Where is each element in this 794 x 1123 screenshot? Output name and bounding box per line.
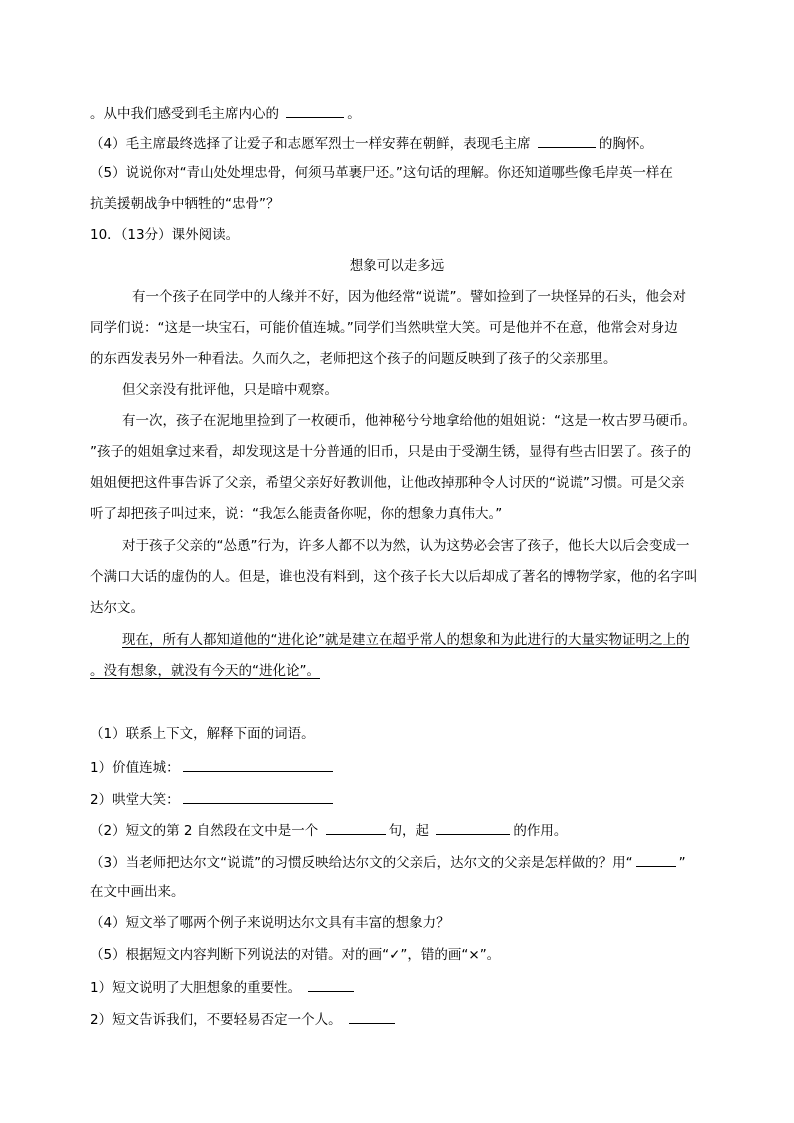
q10-1-2 [90,789,719,807]
text: 句，起 [388,823,430,839]
passage-p3: 有一次，孩子在泥地里捡到了一枚硬币，他神秘兮兮地拿给他的姐姐说：“这是一枚古罗马硬币。 [122,413,696,429]
q9-continuation-line [90,103,719,121]
answer-blank[interactable] [183,789,333,804]
answer-blank[interactable] [349,1009,395,1024]
passage-p4: 达尔文。 [90,600,144,616]
text: ” [678,855,686,871]
passage-p1: 同学们说：“这是一块宝石，可能价值连城。”同学们当然哄堂大笑。可是他并不在意，他常会对身边 [90,320,678,336]
q10-header: 10．（13分）课外阅读。 [90,227,240,243]
text: （3）当老师把达尔文“说谎”的习惯反映给达尔文的父亲后，达尔文的父亲是怎样做的？用“ [90,855,633,871]
text: 1）短文说明了大胆想象的重要性。 [90,980,302,996]
q10-1-1 [90,757,719,775]
q10-5-2 [90,1009,719,1027]
answer-blank[interactable] [286,103,344,118]
q10-5-1 [90,977,719,995]
passage-p5-underlined: 。没有想象，就没有今天的“进化论”。 [90,663,320,679]
text: （4）毛主席最终选择了让爱子和志愿军烈士一样安葬在朝鲜，表现毛主席 [90,136,531,152]
q10-5: （5）根据短文内容判断下列说法的对错。对的画“✓”，错的画“×”。 [90,947,501,963]
passage-p5-underlined: 现在，所有人都知道他的“进化论”就是建立在超乎常人的想象和为此进行的大量实物证明之上的 [122,632,690,648]
text: 2）短文告诉我们，不要轻易否定一个人。 [90,1012,342,1028]
passage-p4: 对于孩子父亲的“怂恿”行为，许多人都不以为然，认为这势必会害了孩子，他长大以后会变成一 [122,538,690,554]
passage-p4: 个满口大话的虚伪的人。但是，谁也没有料到，这个孩子长大以后却成了著名的博物学家，他的名字叫 [90,569,698,585]
q10-2 [90,820,719,838]
answer-blank[interactable] [636,852,676,867]
text: 1）价值连城： [90,760,180,776]
passage-p3: 听了却把孩子叫过来，说：“我怎么能责备你呢，你的想象力真伟大。” [90,506,503,522]
passage-p1: 的东西发表另外一种看法。久而久之，老师把这个孩子的问题反映到了孩子的父亲那里。 [90,351,617,367]
q10-4: （4）短文举了哪两个例子来说明达尔文具有丰富的想象力？ [90,915,450,931]
text: 。 [347,106,361,122]
q9-4 [90,133,719,151]
answer-blank[interactable] [436,820,510,835]
q10-3-line2: 在文中画出来。 [90,884,185,900]
text: 2）哄堂大笑： [90,792,180,808]
passage-title: 想象可以走多远 [349,258,445,274]
q9-5-line1: （5）说说你对“青山处处埋忠骨，何须马革裹尸还。”这句话的理解。你还知道哪些像毛岸英一样在 [90,165,673,181]
q10-3 [90,852,719,870]
text: 的胸怀。 [598,136,653,152]
text: （2）短文的第 2 自然段在文中是一个 [90,823,319,839]
q10-1: （1）联系上下文，解释下面的词语。 [90,726,315,742]
passage-p1: 有一个孩子在同学中的人缘并不好，因为他经常“说谎”。譬如捡到了一块怪异的石头，他会对 [132,289,686,305]
passage-p3: 姐姐便把这件事告诉了父亲，希望父亲好好教训他，让他改掉那种令人讨厌的“说谎”习惯。可是父亲 [90,475,685,491]
text: 的作用。 [513,823,568,839]
answer-blank[interactable] [538,133,596,148]
q9-5-line2: 抗美援朝战争中牺牲的“忠骨”？ [90,196,280,212]
answer-blank[interactable] [308,977,354,992]
passage-p3: ”孩子的姐姐拿过来看，却发现这是十分普通的旧币，只是由于受潮生锈，显得有些古旧罢了。孩子的 [90,444,691,460]
passage-p2: 但父亲没有批评他，只是暗中观察。 [122,382,338,398]
answer-blank[interactable] [183,757,333,772]
answer-blank[interactable] [326,820,386,835]
text: 。从中我们感受到毛主席内心的 [90,106,279,122]
